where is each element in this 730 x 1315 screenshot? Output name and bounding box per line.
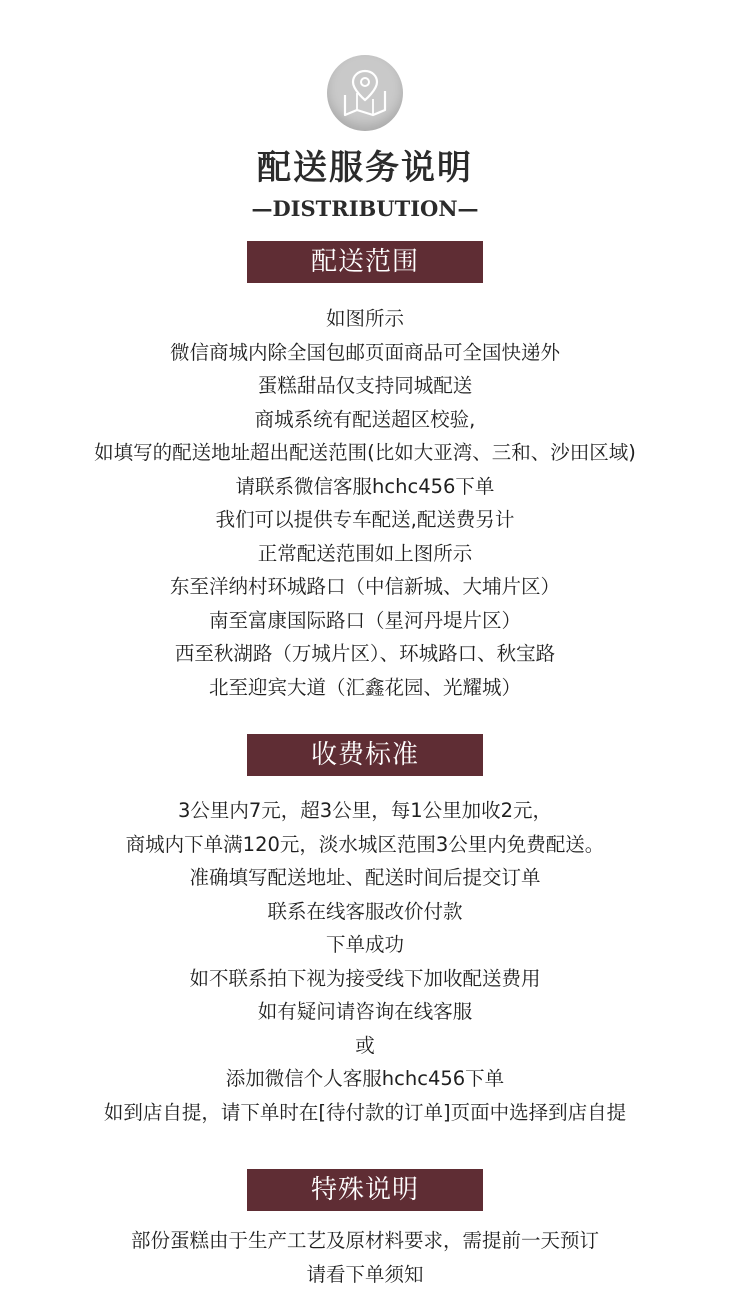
text-line: 3公里内7元，超3公里，每1公里加收2元， xyxy=(177,799,553,822)
text-line: 我们可以提供专车配送,配送费另计 xyxy=(215,508,515,531)
text-line: 正常配送范围如上图所示 xyxy=(257,541,473,565)
text-line: 如填写的配送地址超出配送范围(比如大亚湾、三和、沙田区域) xyxy=(94,441,636,464)
text-line: 如图所示 xyxy=(325,307,404,330)
text-line: 如不联系拍下视为接受线下加收配送费用 xyxy=(189,966,541,990)
text-line: 或 xyxy=(355,1033,375,1057)
text-line: 请看下单须知 xyxy=(306,1262,424,1286)
text-line: 部份蛋糕由于生产工艺及原材料要求，需提前一天预订 xyxy=(130,1229,599,1252)
text-line: 下单成功 xyxy=(325,933,404,956)
text-line: 添加微信个人客服hchc456下单 xyxy=(225,1067,505,1090)
text-line: 商城系统有配送超区校验, xyxy=(254,407,476,431)
text-line: 如有疑问请咨询在线客服 xyxy=(257,1000,473,1023)
text-line: 西至秋湖路（万城片区）、环城路口、秋宝路 xyxy=(174,642,556,665)
text-line: 北至迎宾大道（汇鑫花园、光耀城） xyxy=(208,675,521,699)
page-title: 配送服务说明 xyxy=(257,148,473,188)
text-line: 南至富康国际路口（星河丹堤片区） xyxy=(208,608,521,632)
text-line: 如到店自提，请下单时在[待付款的订单]页面中选择到店自提 xyxy=(103,1100,627,1124)
section-title-special-notes: 特殊说明 xyxy=(247,1169,483,1211)
section-body-delivery-range xyxy=(0,302,730,704)
text-line: 东至洋纳村环城路口（中信新城、大埔片区） xyxy=(169,575,560,598)
text-line: 蛋糕甜品仅支持同城配送 xyxy=(257,374,473,397)
text-line: 微信商城内除全国包邮页面商品可全国快递外 xyxy=(169,340,560,364)
text-line: 请联系微信客服hchc456下单 xyxy=(235,474,495,498)
section-body-special-notes xyxy=(0,1224,730,1291)
text-line: 准确填写配送地址、配送时间后提交订单 xyxy=(189,866,541,889)
text-line: 联系在线客服改价付款 xyxy=(267,899,463,923)
text-line: 商城内下单满120元，淡水城区范围3公里内免费配送。 xyxy=(125,832,605,856)
map-location-icon xyxy=(327,55,403,131)
section-body-fee-standard xyxy=(0,794,730,1129)
page-subtitle: —DISTRIBUTION— xyxy=(251,196,479,221)
section-title-delivery-range: 配送范围 xyxy=(247,241,483,283)
section-title-fee-standard: 收费标准 xyxy=(247,734,483,776)
